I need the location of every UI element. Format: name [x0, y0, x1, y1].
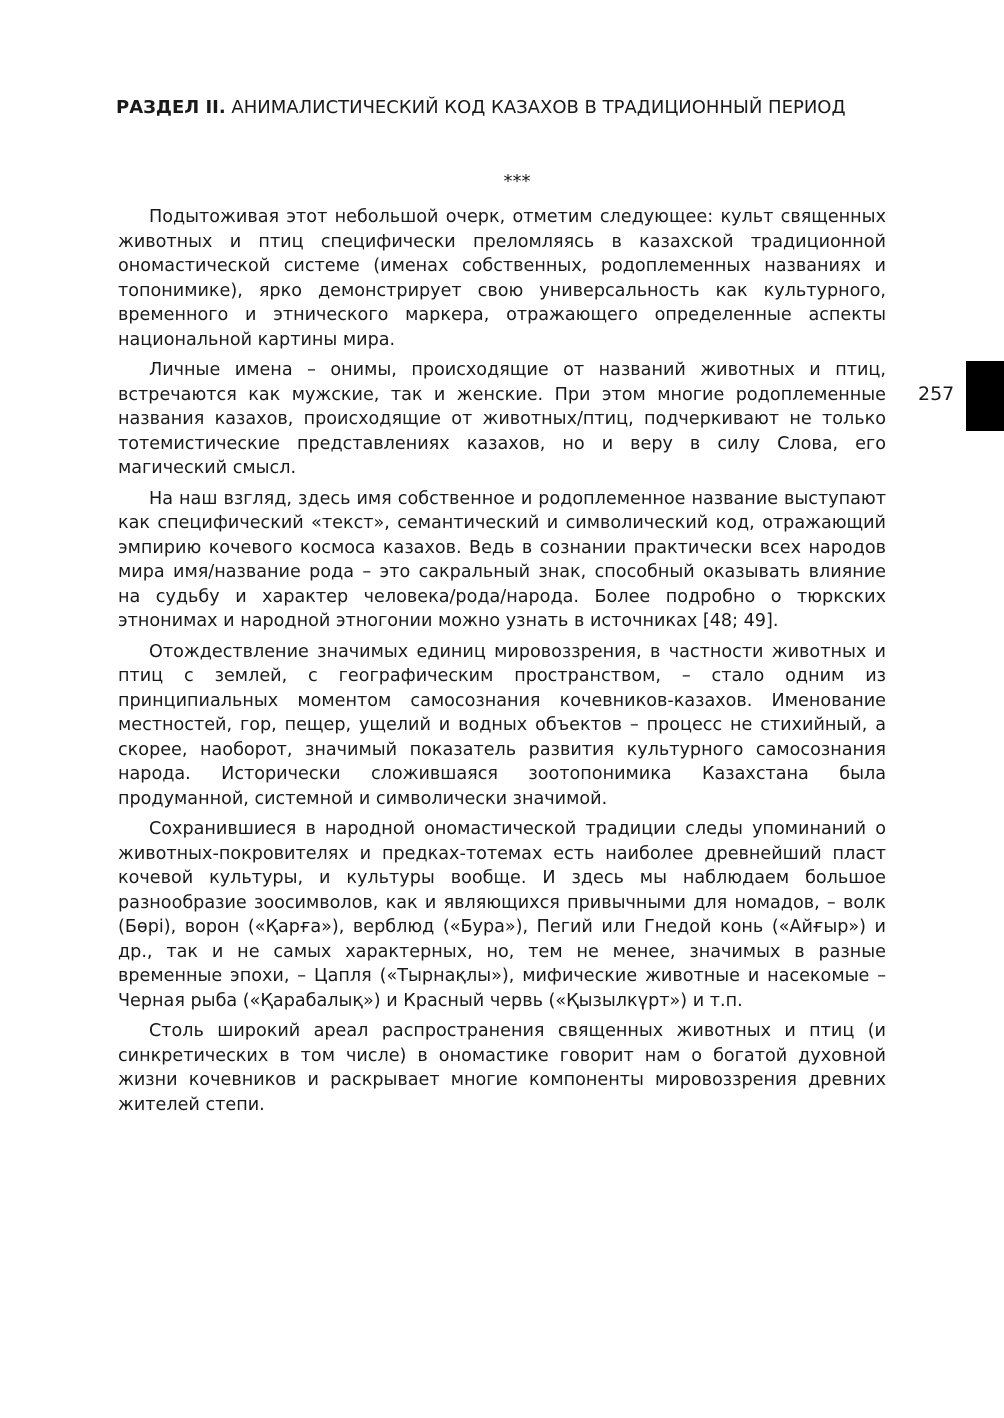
section-title: АНИМАЛИСТИЧЕСКИЙ КОД КАЗАХОВ В ТРАДИЦИОННЫЙ ПЕРИОД [225, 97, 846, 118]
thumb-index-tab [966, 361, 1004, 431]
section-label: РАЗДЕЛ II. [116, 97, 226, 118]
page-number: 257 [918, 383, 955, 405]
body-text [118, 205, 886, 1123]
paragraph-zoosymbols: Сохранившиеся в народной ономастической традиции следы упоминаний о животных-покровителях и предках-тотемах есть наиболее древнейший пласт кочевой культуры, и культуры вообще. И здесь мы наблюдаем большое разнообразие зоосимволов, как и являющихся привычными для номадов, – волк (Бөрі), ворон («Қарға»), верблюд («Бура»), Пегий или Гнедой конь («Айғыр») и др., так и не самых характерных, но, тем не менее, значимых в разные временные эпохи, – Цапля («Тырнақлы»), мифические животные и насекомые – Черная рыба («Қарабалық») и Красный червь («Қызылкүрт») и т.п. [118, 819, 886, 1011]
section-separator: *** [503, 171, 531, 192]
paragraph-conclusion: Столь широкий ареал распространения священных животных и птиц (и синкретических в том числе) в ономастике говорит нам о богатой духовной жизни кочевников и раскрывает многие компоненты мировоззрения древних жителей степи. [118, 1021, 886, 1115]
paragraph-names-as-code: На наш взгляд, здесь имя собственное и родоплеменное название выступают как специфический «текст», семантический и символический код, отражающий эмпирию кочевого космоса казахов. Ведь в сознании практически всех народов мира имя/название рода – это сакральный знак, способный оказывать влияние на судьбу и характер человека/рода/народа. Более подробно о тюркских этнонимах и народной этногонии можно узнать в источниках [48; 49]. [118, 488, 886, 631]
running-header [116, 96, 916, 120]
paragraph-summary: Подытоживая этот небольшой очерк, отметим следующее: культ священных животных и птиц специфически преломляясь в казахской традиционной ономастической системе (именах собственных, родоплеменных названиях и топонимике), ярко демонстрирует свою универсальность как культурного, временного и этнического маркера, отражающего определенные аспекты национальной картины мира. [118, 207, 886, 350]
paragraph-personal-names: Личные имена – онимы, происходящие от названий животных и птиц, встречаются как мужские, так и женские. При этом многие родоплеменные названия казахов, происходящие от животных/птиц, подчеркивают не только тотемистические представлениях казахов, но и веру в силу Слова, его магический смысл. [118, 360, 886, 478]
paragraph-toponymy: Отождествление значимых единиц мировоззрения, в частности животных и птиц с землей, с географическим пространством, – стало одним из принципиальных моментом самосознания кочевников-казахов. Именование местностей, гор, пещер, ущелий и водных объектов – процесс не стихийный, а скорее, наоборот, значимый показатель развития культурного самосознания народа. Исторически сложившаяся зоотопонимика Казахстана была продуманной, системной и символически значимой. [118, 641, 886, 809]
